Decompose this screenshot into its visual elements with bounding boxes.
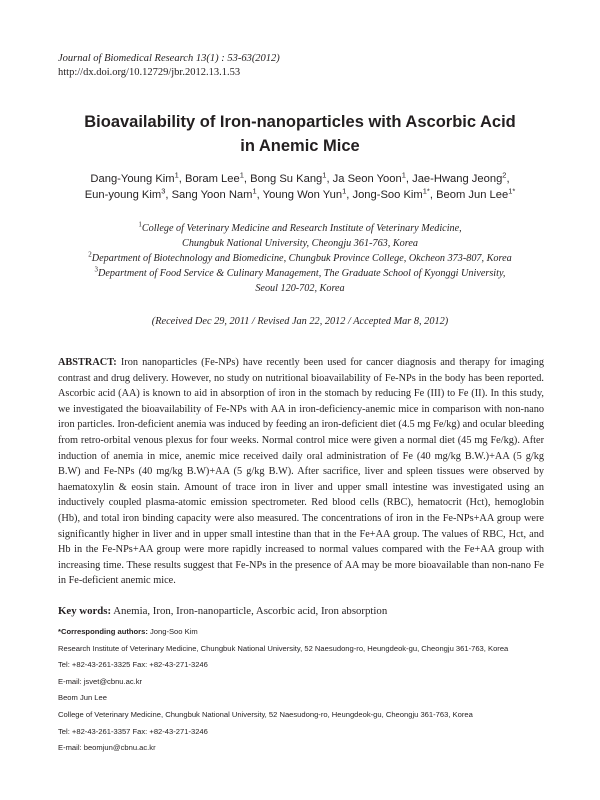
keywords-label: Key words: bbox=[58, 605, 112, 617]
author-name: Boram Lee bbox=[184, 173, 240, 185]
corresponding-author-1 bbox=[58, 624, 558, 641]
paper-title bbox=[0, 110, 600, 158]
affiliation-mark: 3 bbox=[94, 265, 99, 274]
author-name: Bong Su Kang bbox=[250, 173, 323, 185]
affiliation-2 bbox=[0, 251, 600, 266]
author-name: Eun-young Kim bbox=[84, 189, 162, 201]
affiliation-mark: 1 bbox=[138, 220, 142, 229]
author-name: Dang-Young Kim bbox=[90, 173, 175, 185]
author-name: Jong-Soo Kim bbox=[352, 189, 423, 201]
doi-link[interactable]: http://dx.doi.org/10.12729/jbr.2012.13.1.53 bbox=[58, 67, 241, 78]
received-dates: (Received Dec 29, 2011 / Revised Jan 22, 2012 / Accepted Mar 8, 2012) bbox=[151, 316, 449, 327]
affiliation-1 bbox=[0, 221, 600, 236]
correspondence-email-1[interactable]: E-mail: jsvet@cbnu.ac.kr bbox=[58, 676, 143, 686]
author-name: Sang Yoon Nam bbox=[171, 189, 253, 201]
journal-citation: Journal of Biomedical Research 13(1) : 53-63(2012) bbox=[58, 53, 280, 64]
affiliations bbox=[0, 221, 600, 296]
paper-title-line-2: in Anemic Mice bbox=[240, 137, 360, 155]
journal-header bbox=[58, 52, 280, 80]
correspondence-label: *Corresponding authors: bbox=[58, 627, 148, 636]
keywords bbox=[58, 604, 544, 618]
author-affil-mark: 1 bbox=[401, 170, 406, 180]
author-affil-mark: 1* bbox=[508, 186, 516, 196]
affiliation-3 bbox=[0, 266, 600, 281]
author-affil-mark: 2 bbox=[502, 170, 507, 180]
abstract bbox=[58, 355, 544, 589]
affiliation-mark: 2 bbox=[88, 250, 92, 259]
correspondence-address-2: College of Veterinary Medicine, Chungbuk National University, 52 Naesudong-ro, Heungdeok-gu, Cheongju 361-763, Korea bbox=[58, 709, 473, 719]
correspondence-phone-2: Tel: +82-43-261-3357 Fax: +82-43-271-3246 bbox=[58, 726, 208, 736]
correspondence bbox=[58, 624, 558, 757]
author-name: Jae-Hwang Jeong bbox=[412, 173, 503, 185]
affiliation-3-cont: Seoul 120-702, Korea bbox=[255, 283, 345, 294]
author-affil-mark: 3 bbox=[161, 186, 166, 196]
correspondence-phone-1: Tel: +82-43-261-3325 Fax: +82-43-271-3246 bbox=[58, 660, 208, 670]
author-line-2: Eun-young Kim$^3$, Sang Yoon Nam$^1$, Young Won Yun$^1$, Jong-Soo Kim$^{1*}$, Beom Jun Lee$^{1*}$ bbox=[84, 186, 516, 201]
corresponding-author-name: Jong-Soo Kim bbox=[150, 627, 198, 636]
author-affil-mark: 1 bbox=[322, 170, 327, 180]
author-affil-mark: 1* bbox=[422, 186, 430, 196]
author-affil-mark: 1 bbox=[174, 170, 179, 180]
abstract-text: Iron nanoparticles (Fe-NPs) have recently been used for cancer diagnosis and therapy for imaging contrast and drug delivery. However, no study on nutritional bioavailability of Fe-NPs in the body has been reported. Ascorbic acid (AA) is known to aid in absorption of iron in the stomach by reducing Fe (III) to Fe (II). In this study, we investigated the bioavailability of Fe-NPs with AA in iron-deficiency-anemic mice in comparison with non-nano iron particles. Iron-deficient anemia was induced by feeding an iron-deficient diet (4.5 mg Fe/kg) and ocular bleeding from retro-orbital venous plexus for four weeks. Normal control mice were given a normal diet (45 mg Fe/kg). After induction of anemia in mice, anemic mice received daily oral administration of Fe (40 mg/kg B.W.)+AA (5 g/kg B.W) and Fe-NPs (40 mg/kg B.W)+AA (5 g/kg B.W). After sacrifice, liver and spleen tissues were observed by haematoxylin & eosin stain. Amount of trace iron in liver and upper small intestine was investigated using an inductively coupled plasma-atomic emission spectrometer. Red blood cells (RBC), hematocrit (Hct), hemoglobin (Hb), and total iron binding capacity were also measured. The concentrations of iron in the Fe-NPs+AA group were significantly higher in liver and in upper small intestine than that in the Fe+AA group. The values of RBC, Hct, and Hb in the Fe-NPs+AA group were more rapidly increased to normal values compared with the Fe+AA group with increasing time. These results suggest that Fe-NPs in the presence of AA may be more bioavailable than non-nano Fe in Fe-deficient anemic mice. bbox=[58, 357, 544, 587]
author-name: Young Won Yun bbox=[262, 189, 343, 201]
affiliation-1-cont: Chungbuk National University, Cheongju 361-763, Korea bbox=[182, 238, 418, 249]
affiliation-text: College of Veterinary Medicine and Research Institute of Veterinary Medicine, bbox=[141, 223, 462, 234]
author-list bbox=[0, 171, 600, 203]
author-name: Beom Jun Lee bbox=[436, 189, 509, 201]
abstract-label: ABSTRACT: bbox=[58, 357, 117, 368]
affiliation-text: Department of Food Service & Culinary Management, The Graduate School of Kyonggi University, bbox=[98, 268, 506, 279]
author-name: Ja Seon Yoon bbox=[332, 173, 402, 185]
keywords-text: Anemia, Iron, Iron-nanoparticle, Ascorbic acid, Iron absorption bbox=[113, 605, 388, 617]
correspondence-email-2[interactable]: E-mail: beomjun@cbnu.ac.kr bbox=[58, 743, 156, 753]
author-line-1: Dang-Young Kim$^1$, Boram Lee$^1$, Bong Su Kang$^1$, Ja Seon Yoon$^1$, Jae-Hwang Jeong$^2$, bbox=[90, 170, 510, 185]
paper-title-line-1: Bioavailability of Iron-nanoparticles with Ascorbic Acid bbox=[84, 113, 516, 131]
author-affil-mark: 1 bbox=[239, 170, 244, 180]
author-affil-mark: 1 bbox=[342, 186, 347, 196]
author-affil-mark: 1 bbox=[252, 186, 257, 196]
correspondence-address-1: Research Institute of Veterinary Medicine, Chungbuk National University, 52 Naesudong-ro, Heungdeok-gu, Cheongju 361-763, Korea bbox=[58, 643, 509, 653]
corresponding-author-2: Beom Jun Lee bbox=[58, 693, 107, 703]
affiliation-text: Department of Biotechnology and Biomedicine, Chungbuk Province College, Okcheon 373-807, Korea bbox=[91, 253, 512, 264]
